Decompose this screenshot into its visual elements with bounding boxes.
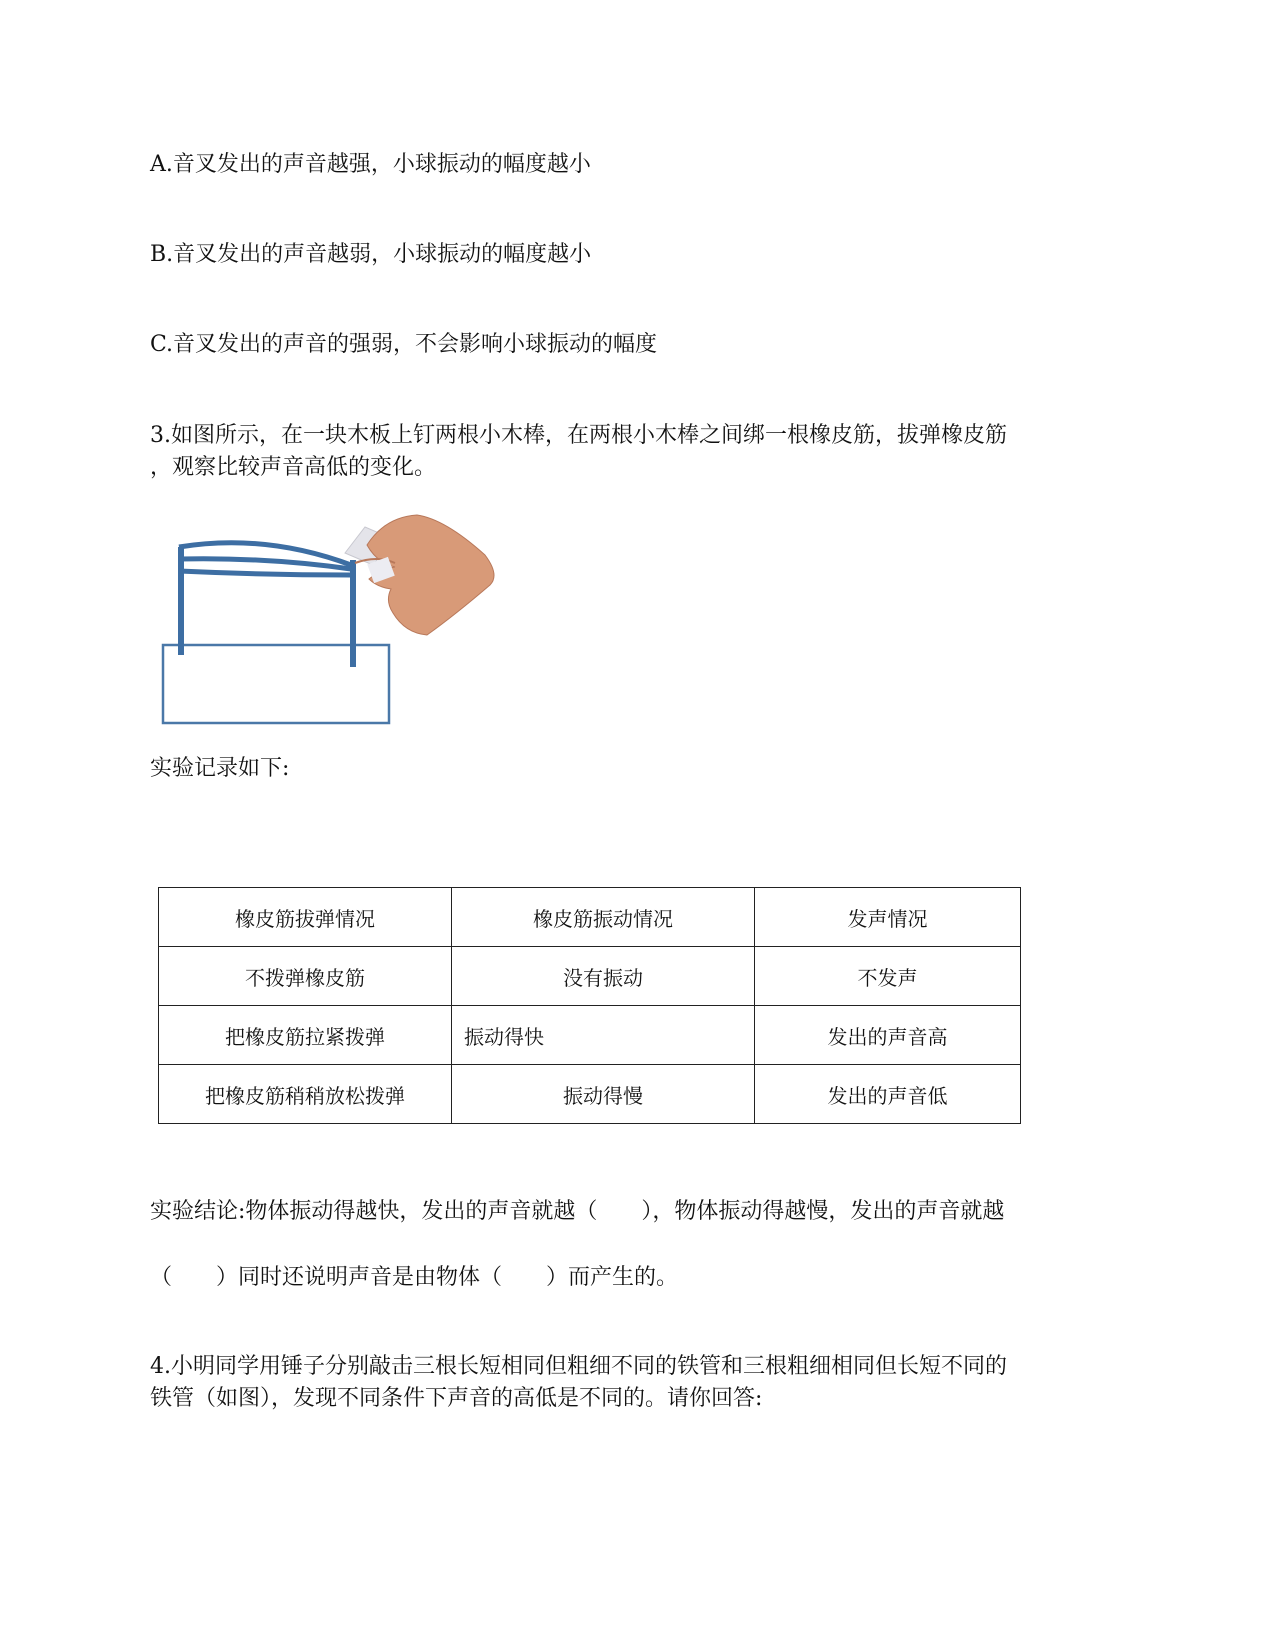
rubber-band-board-figure xyxy=(155,505,495,725)
option-c: C.音叉发出的声音的强弱，不会影响小球振动的幅度 xyxy=(150,332,658,357)
table-header-cell: 橡皮筋拔弹情况 xyxy=(159,888,452,947)
q4-text-line1: 4.小明同学用锤子分别敲击三根长短相同但粗细不同的铁管和三根粗细相同但长短不同的 xyxy=(150,1354,1007,1379)
table-row xyxy=(159,1065,1021,1124)
q4-text-line2: 铁管（如图），发现不同条件下声音的高低是不同的。请你回答: xyxy=(150,1386,763,1411)
conclusion-line1: 实验结论:物体振动得越快，发出的声音就越（ ），物体振动得越慢，发出的声音就越 xyxy=(150,1199,1005,1224)
table-row xyxy=(159,1006,1021,1065)
table-cell: 发出的声音低 xyxy=(755,1065,1021,1124)
table-cell: 不拨弹橡皮筋 xyxy=(159,947,452,1006)
option-a: A.音叉发出的声音越强，小球振动的幅度越小 xyxy=(150,152,591,177)
table-header-cell: 橡皮筋振动情况 xyxy=(452,888,755,947)
table-header-cell: 发声情况 xyxy=(755,888,1021,947)
table-header-row xyxy=(159,888,1021,947)
table-cell: 振动得慢 xyxy=(452,1065,755,1124)
q3-text-line2: ，观察比较声音高低的变化。 xyxy=(150,455,437,480)
table-row xyxy=(159,947,1021,1006)
record-title: 实验记录如下: xyxy=(150,756,290,781)
conclusion-line2: （ ）同时还说明声音是由物体（ ）而产生的。 xyxy=(150,1265,679,1290)
table-cell: 振动得快 xyxy=(452,1006,755,1065)
q3-text-line1: 3.如图所示，在一块木板上钉两根小木棒，在两根小木棒之间绑一根橡皮筋，拔弹橡皮筋 xyxy=(150,423,1007,448)
table-cell: 发出的声音高 xyxy=(755,1006,1021,1065)
table-cell: 把橡皮筋拉紧拨弹 xyxy=(159,1006,452,1065)
table-cell: 不发声 xyxy=(755,947,1021,1006)
table-cell: 没有振动 xyxy=(452,947,755,1006)
table-cell: 把橡皮筋稍稍放松拨弹 xyxy=(159,1065,452,1124)
experiment-record-table xyxy=(158,887,1021,1124)
option-b: B.音叉发出的声音越弱，小球振动的幅度越小 xyxy=(150,242,592,267)
